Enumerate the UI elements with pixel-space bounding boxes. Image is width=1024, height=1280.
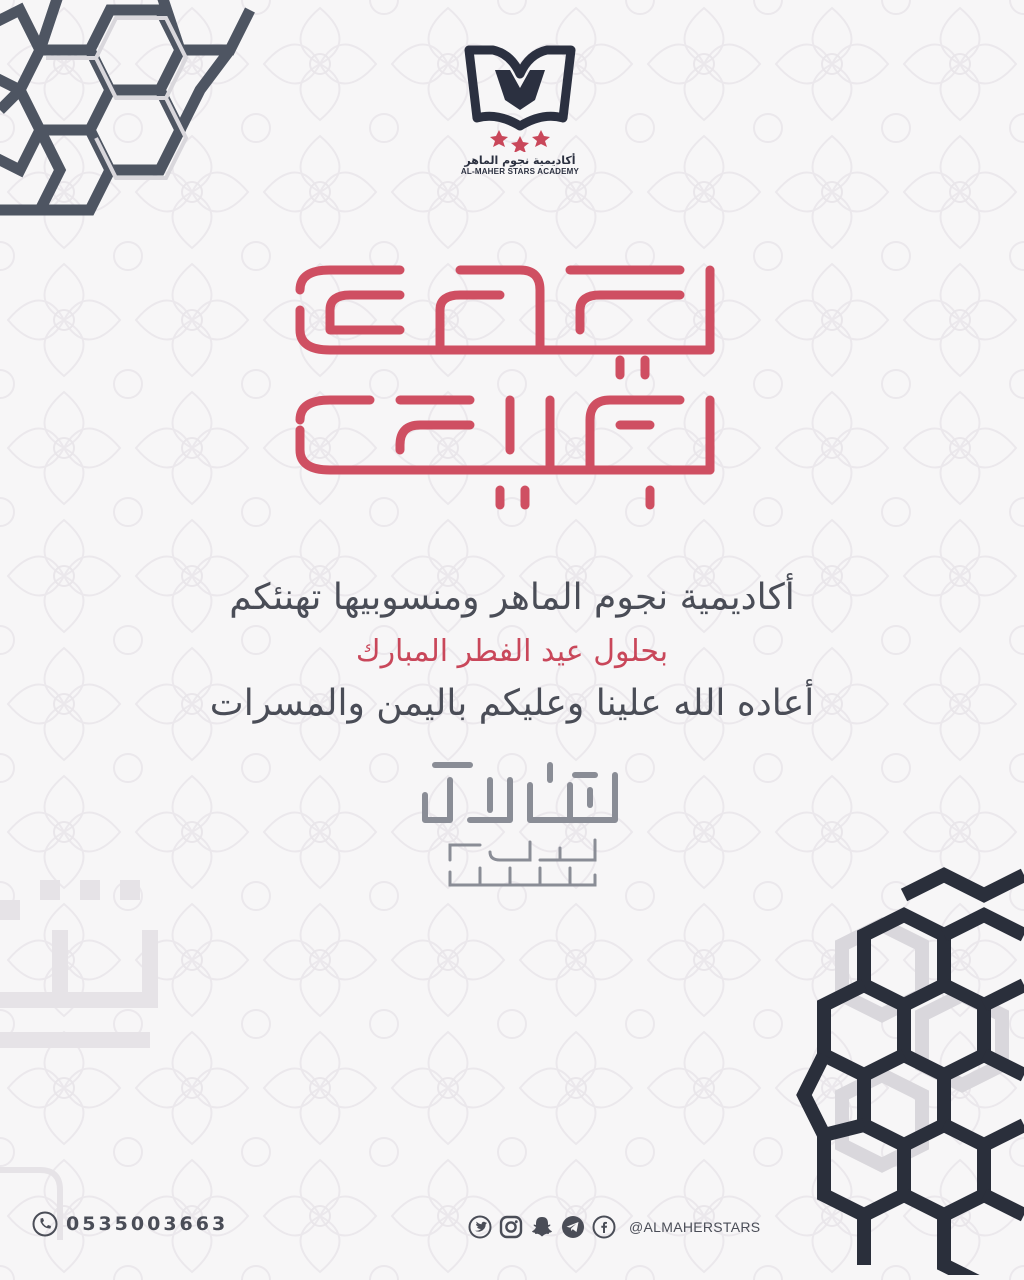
social-links [468,1212,760,1242]
geometric-corner-top-left [0,0,265,230]
telegram-icon[interactable] [561,1215,585,1239]
ghost-calligraphy-decoration [0,870,170,1060]
twitter-icon[interactable] [468,1215,492,1239]
snapchat-icon[interactable] [530,1215,554,1239]
eid-greeting-calligraphy [270,250,750,520]
academy-name-english: AL-MAHER STARS ACADEMY [460,167,580,176]
phone-number: 0535003663 [66,1213,229,1235]
greeting-message-line-1: أكاديمية نجوم الماهر ومنسوبيها تهنئكم [229,577,795,618]
instagram-icon[interactable] [499,1215,523,1239]
geometric-corner-bottom-right [794,855,1024,1275]
logo-emblem-icon [455,40,585,152]
facebook-icon[interactable] [592,1215,616,1239]
phone-contact[interactable] [32,1208,228,1240]
phone-icon [32,1211,58,1237]
greeting-message-line-2: بحلول عيد الفطر المبارك [355,634,669,669]
social-handle[interactable]: @ALMAHERSTARS [629,1219,761,1235]
blessing-calligraphy [410,760,625,895]
academy-logo [445,40,595,176]
academy-name-arabic: أكاديمية نجوم الماهر [464,154,576,167]
greeting-message-line-3: أعاده الله علينا وعليكم باليمن والمسرات [209,683,815,724]
